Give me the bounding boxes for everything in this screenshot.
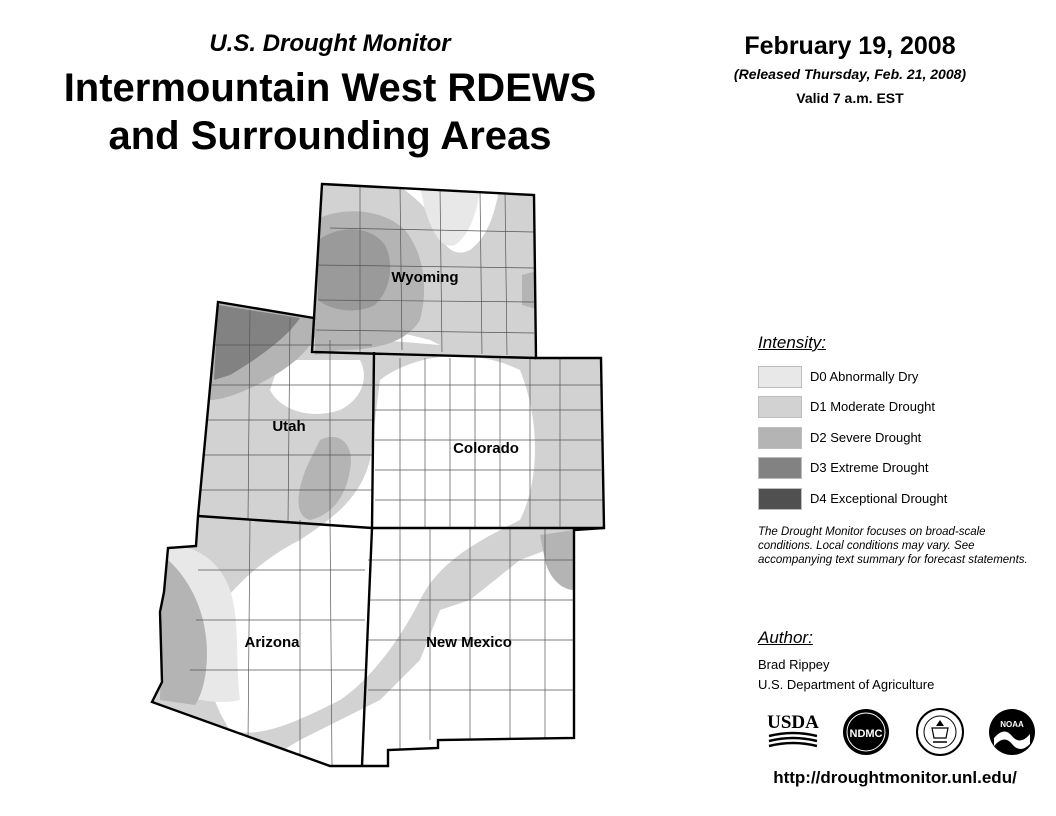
legend-label-d3: D3 Extreme Drought (810, 460, 929, 475)
map-date: February 19, 2008 (744, 32, 956, 60)
disclaimer-note: The Drought Monitor focuses on broad-scale conditions. Local conditions may vary. See accompanying text summary for forecast statements. (758, 526, 1028, 566)
noaa-logo-text: NOAA (1000, 720, 1024, 729)
author-title: Author: (758, 628, 813, 647)
legend-label-d4: D4 Exceptional Drought (810, 491, 948, 506)
author-org: U.S. Department of Agriculture (758, 677, 935, 692)
website-url[interactable]: http://droughtmonitor.unl.edu/ (773, 768, 1017, 787)
d3-area-wyoming (318, 229, 390, 310)
legend-label-d2: D2 Severe Drought (810, 430, 922, 445)
usda-logo-icon (766, 708, 820, 752)
map-subtitle: U.S. Drought Monitor (209, 30, 451, 57)
legend-swatch-d4 (758, 488, 802, 510)
legend-title: Intensity: (758, 333, 827, 352)
legend-swatch-d0 (758, 366, 802, 388)
state-label-new-mexico: New Mexico (426, 634, 512, 651)
state-label-utah: Utah (272, 418, 306, 435)
legend-swatch-d2 (758, 427, 802, 449)
state-label-arizona: Arizona (244, 634, 300, 651)
usda-logo-text: USDA (767, 712, 819, 733)
drought-map (148, 178, 608, 773)
map-title-line-1: Intermountain West RDEWS (63, 66, 597, 110)
d2-area-wy-east (522, 270, 540, 310)
valid-time: Valid 7 a.m. EST (796, 90, 904, 106)
state-label-colorado: Colorado (453, 440, 519, 457)
author-name: Brad Rippey (758, 657, 830, 672)
ndmc-logo-icon (842, 708, 890, 756)
commerce-seal-icon (916, 708, 964, 756)
release-date: (Released Thursday, Feb. 21, 2008) (733, 66, 967, 82)
ndmc-logo-text: NDMC (849, 728, 883, 740)
legend-label-d0: D0 Abnormally Dry (810, 369, 919, 384)
legend-label-d1: D1 Moderate Drought (810, 399, 936, 414)
legend-swatch-d1 (758, 396, 802, 418)
noaa-logo-icon (988, 708, 1036, 756)
legend-swatch-d3 (758, 457, 802, 479)
map-title-line-2: and Surrounding Areas (108, 114, 552, 158)
state-label-wyoming: Wyoming (391, 269, 459, 286)
